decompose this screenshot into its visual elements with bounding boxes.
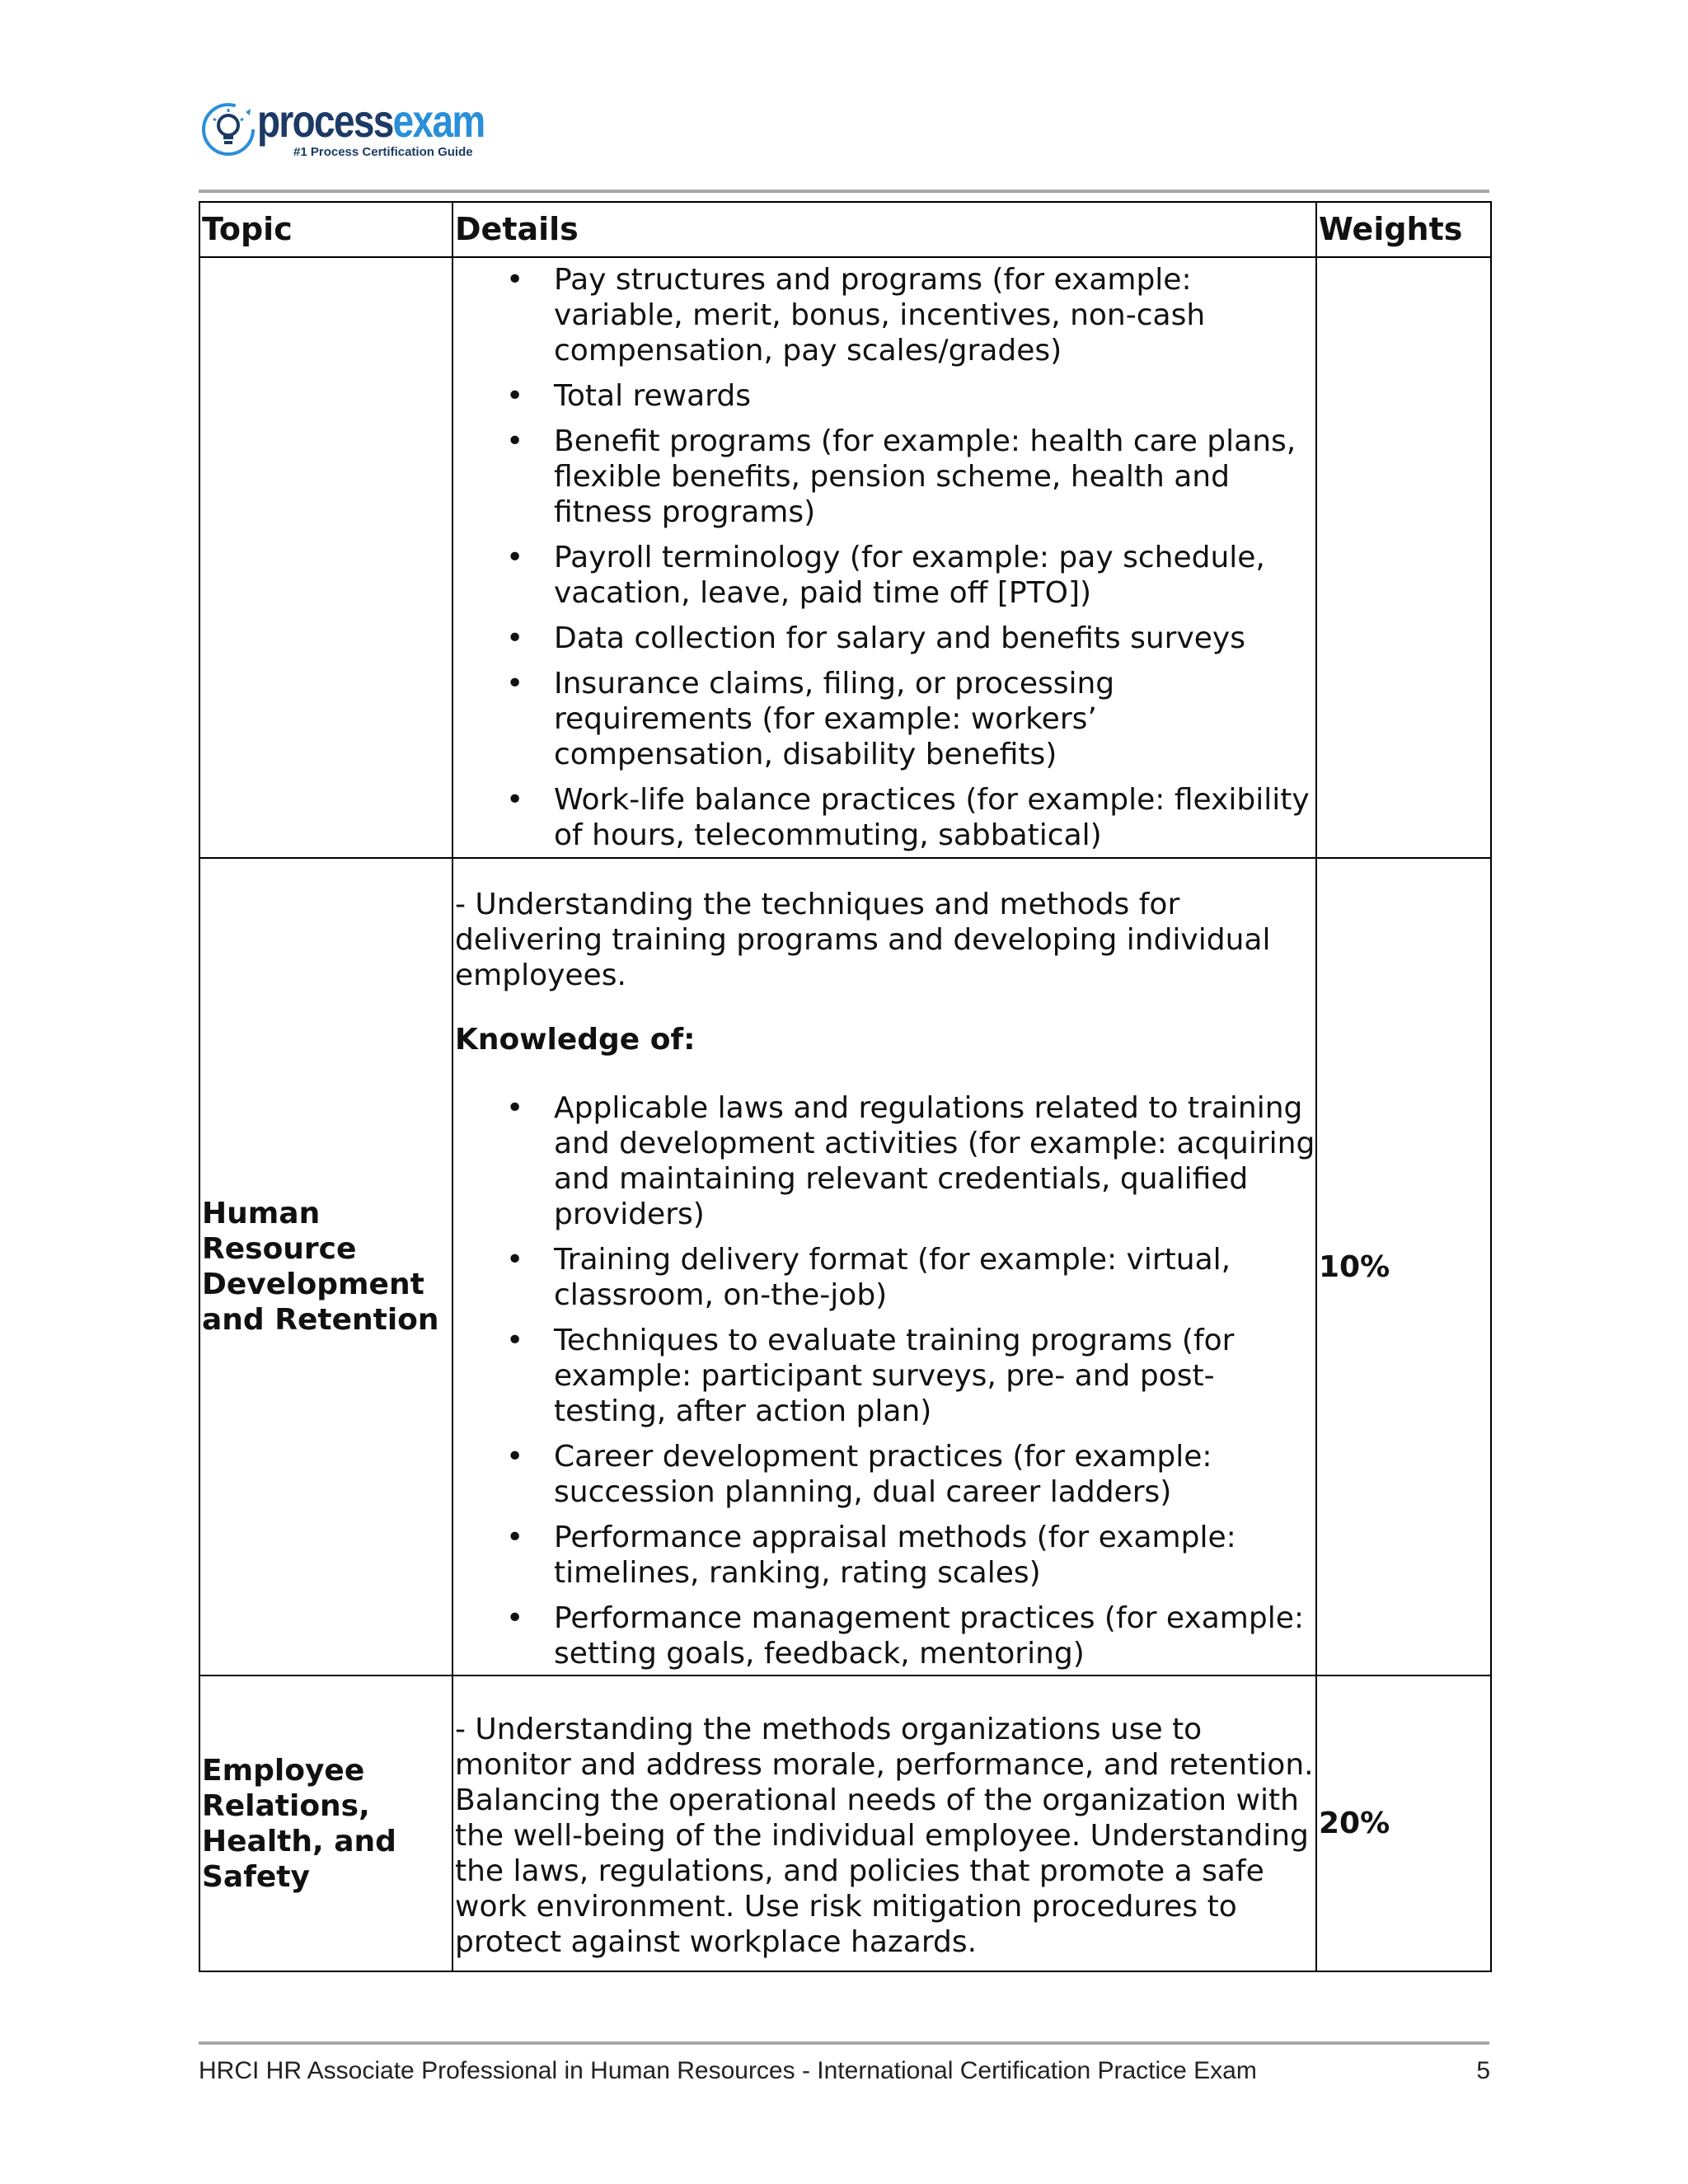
table-row xyxy=(199,858,1491,1675)
bullet-icon: • xyxy=(506,1091,524,1125)
header-topic: Topic xyxy=(199,202,452,257)
brand-wordmark xyxy=(257,94,485,148)
bullet-icon: • xyxy=(506,1243,524,1277)
brand-name-part1: process xyxy=(257,95,393,147)
exam-topics-table xyxy=(199,201,1492,1972)
details-cell xyxy=(452,257,1316,858)
table-row xyxy=(199,257,1491,858)
list-item: • Applicable laws and regulations related to training and development activities (for example: acquiring and maintaining relevant credentials, qualified providers) xyxy=(506,1091,1315,1231)
brand-name-part2: exam xyxy=(392,95,485,147)
bullet-icon: • xyxy=(506,667,524,701)
list-item: • Work-life balance practices (for example: flexibility of hours, telecommuting, sabbatical) xyxy=(506,783,1310,852)
table-row xyxy=(199,1675,1491,1971)
list-item: • Pay structures and programs (for example: variable, merit, bonus, incentives, non-cash compensation, pay scales/grades) xyxy=(506,263,1206,368)
list-item: • Performance appraisal methods (for example: timelines, ranking, rating scales) xyxy=(506,1521,1236,1590)
header-weights: Weights xyxy=(1316,202,1491,257)
bullet-icon: • xyxy=(506,541,524,574)
details-cell xyxy=(452,858,1316,1675)
topic-description: - Understanding the techniques and methods for delivering training programs and developing individual employees. xyxy=(455,888,1271,992)
footer-title: HRCI HR Associate Professional in Human Resources - International Certification Practice Exam xyxy=(199,2057,1257,2084)
weight-cell: 20% xyxy=(1316,1675,1491,1971)
topic-cell xyxy=(199,257,452,858)
knowledge-heading: Knowledge of: xyxy=(455,1023,696,1057)
details-cell xyxy=(452,1675,1316,1971)
topic-description: - Understanding the methods organizations use to monitor and address morale, performance, and retention. Balancing the operational needs of the organization with the well-being of the individual employee. Understanding the laws, regulations, and policies that promote a safe work environment. Use risk mitigation procedures to protect against workplace hazards. xyxy=(455,1713,1314,1959)
page-number: 5 xyxy=(1476,2057,1490,2084)
list-item: • Training delivery format (for example: virtual, classroom, on-the-job) xyxy=(506,1243,1231,1312)
bullet-icon: • xyxy=(506,379,524,413)
list-item: • Techniques to evaluate training programs (for example: participant surveys, pre- and post-testing, after action plan) xyxy=(506,1324,1235,1428)
footer-rule xyxy=(199,2041,1489,2045)
bullet-icon: • xyxy=(506,1521,524,1554)
bullet-icon: • xyxy=(506,263,524,297)
weight-cell: 10% xyxy=(1316,858,1491,1675)
lightbulb-icon xyxy=(199,101,257,158)
bullet-icon: • xyxy=(506,1324,524,1357)
bullet-icon: • xyxy=(506,621,524,655)
table-header-row xyxy=(199,202,1491,257)
topic-cell: Employee Relations, Health, and Safety xyxy=(199,1675,452,1971)
bullet-icon: • xyxy=(506,424,524,458)
header-details: Details xyxy=(452,202,1316,257)
list-item: • Career development practices (for example: succession planning, dual career ladders) xyxy=(506,1440,1212,1509)
list-item: • Total rewards xyxy=(506,379,751,413)
topic-cell: Human Resource Development and Retention xyxy=(199,858,452,1675)
header-rule xyxy=(199,190,1489,193)
bullet-list xyxy=(455,262,1315,853)
brand-tagline: #1 Process Certification Guide xyxy=(293,145,473,159)
bullet-icon: • xyxy=(506,783,524,817)
bullet-list xyxy=(455,1090,1315,1671)
list-item: • Insurance claims, filing, or processing requirements (for example: workers’ compensation, disability benefits) xyxy=(506,667,1115,771)
bullet-icon: • xyxy=(506,1601,524,1635)
brand-logo xyxy=(199,97,529,163)
list-item: • Performance management practices (for example: setting goals, feedback, mentoring) xyxy=(506,1601,1305,1671)
weight-cell xyxy=(1316,257,1491,858)
bullet-icon: • xyxy=(506,1440,524,1474)
list-item: • Benefit programs (for example: health care plans, flexible benefits, pension scheme, health and fitness programs) xyxy=(506,424,1296,529)
list-item: • Payroll terminology (for example: pay schedule, vacation, leave, paid time off [PTO]) xyxy=(506,541,1265,610)
list-item: • Data collection for salary and benefits surveys xyxy=(506,621,1245,655)
